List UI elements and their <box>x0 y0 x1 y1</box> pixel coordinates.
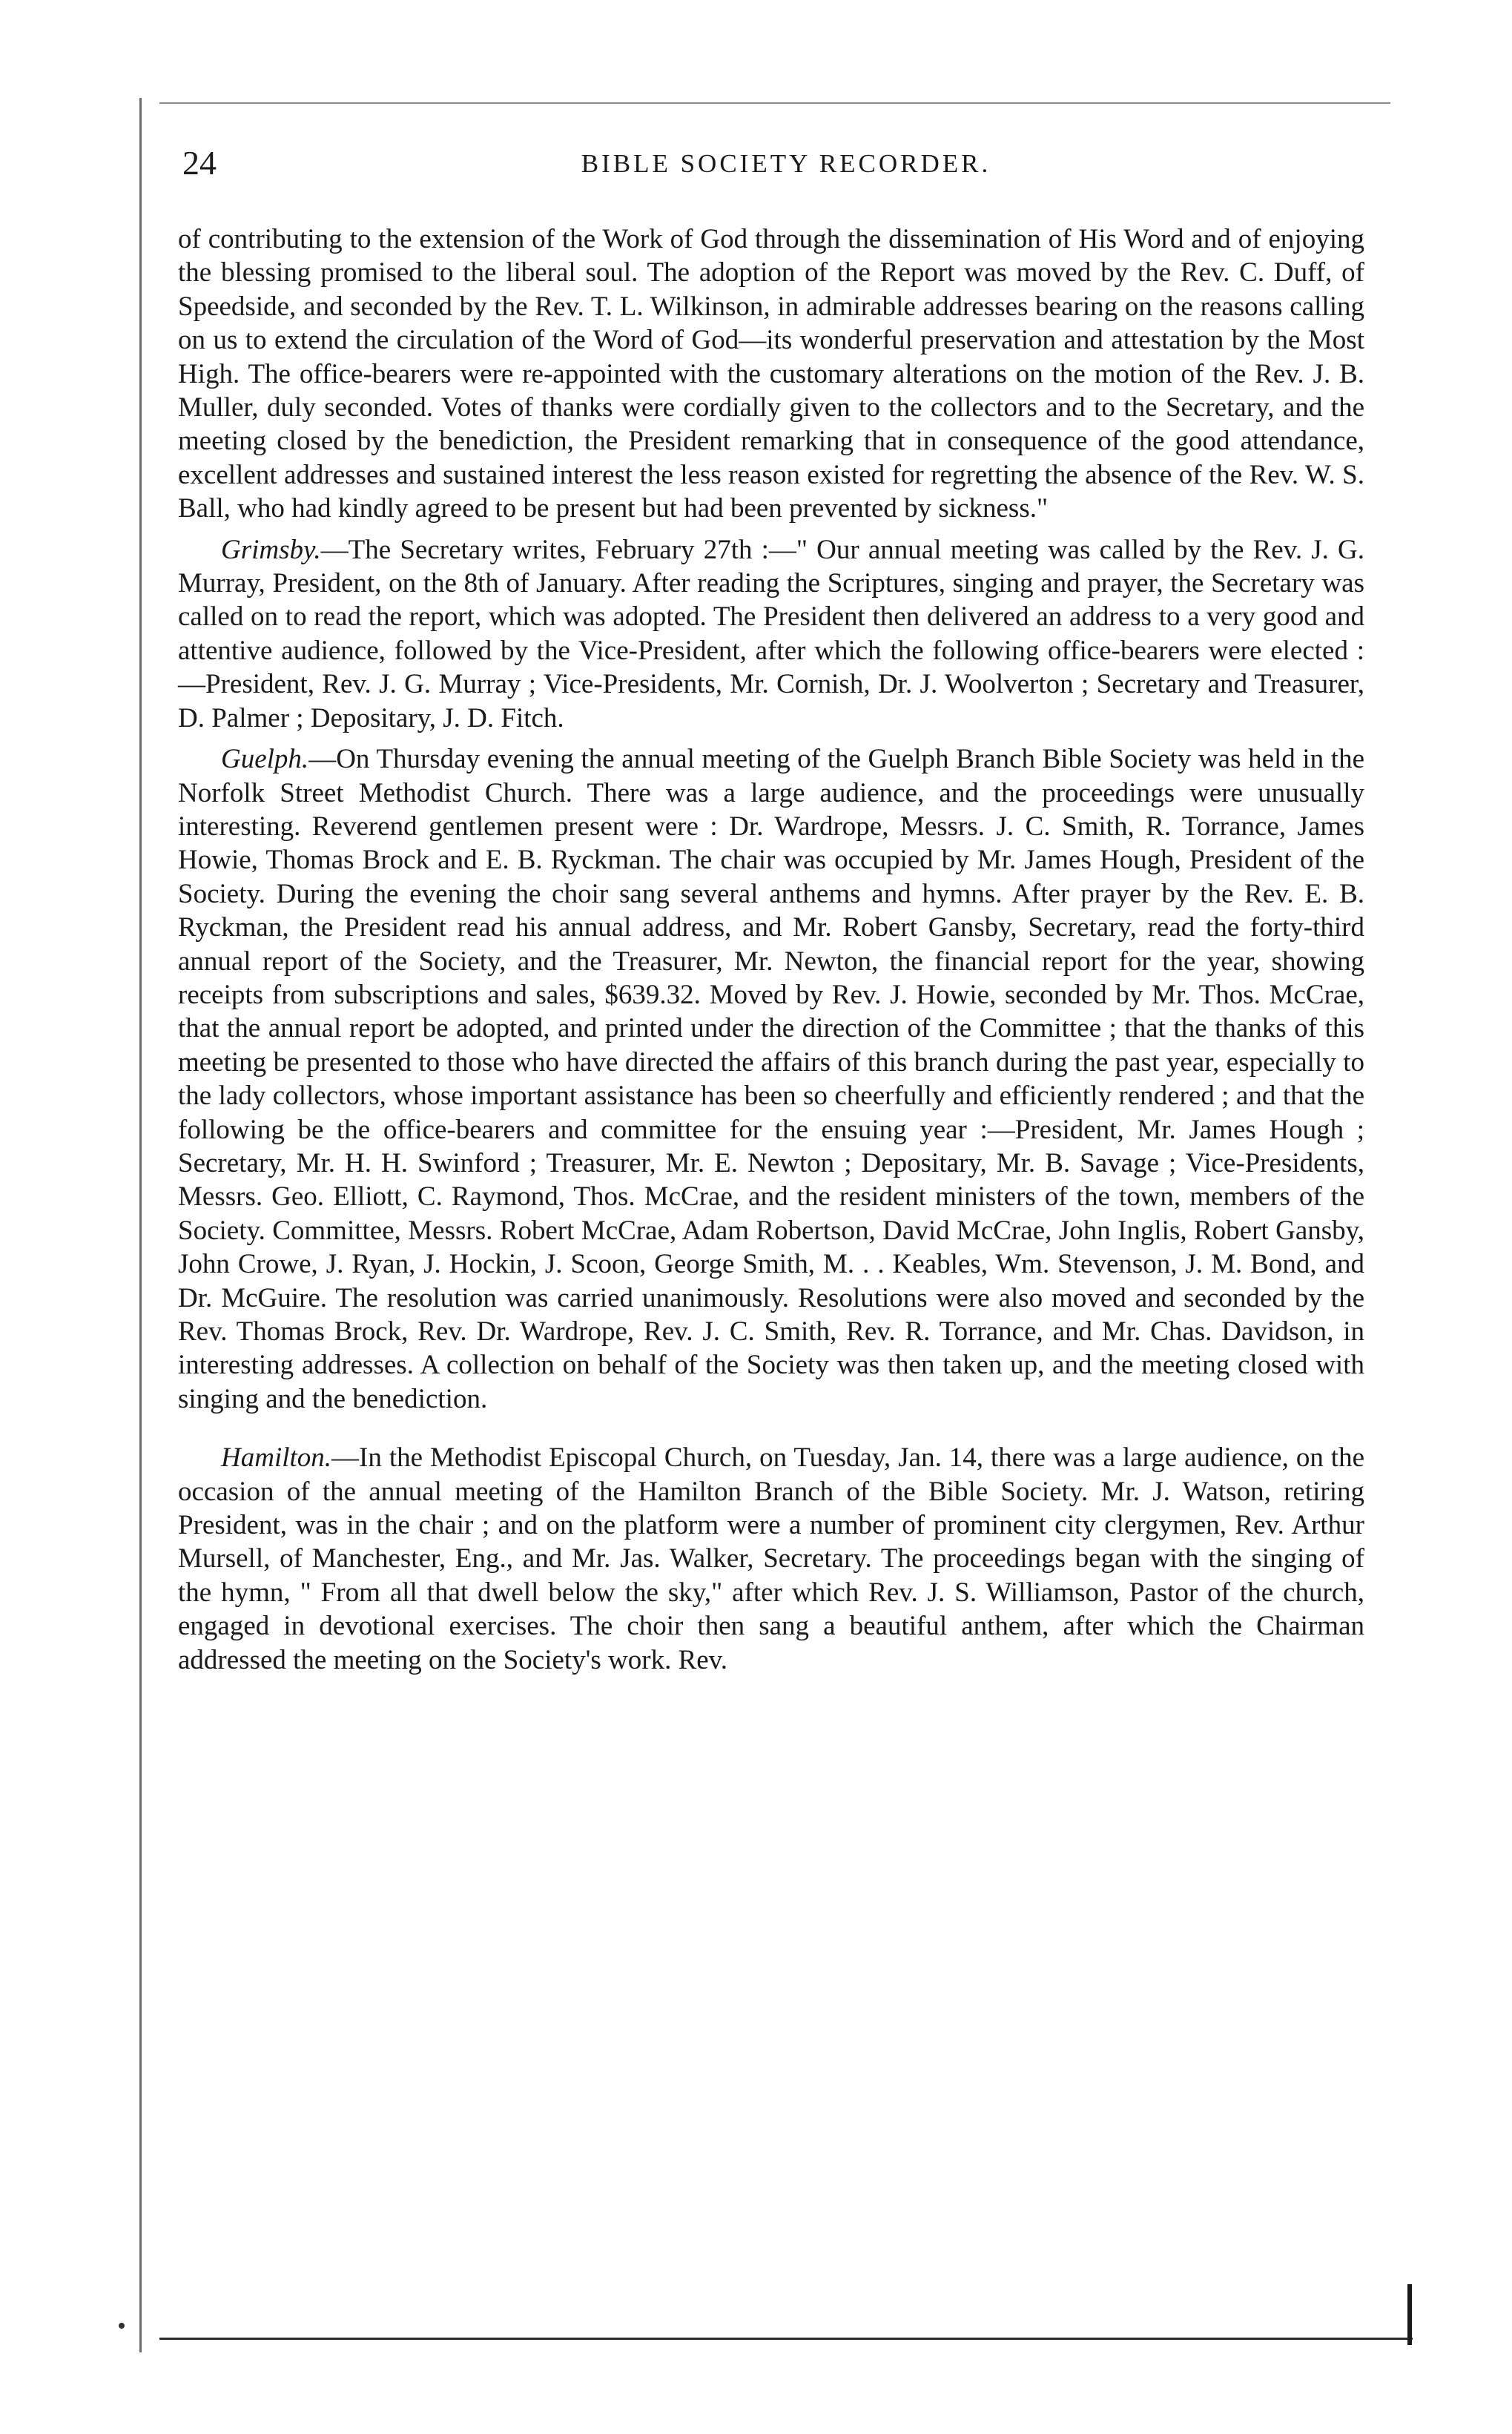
paragraph-grimsby <box>178 533 1364 735</box>
page-number: 24 <box>182 144 217 182</box>
scan-dot-mark <box>119 2323 125 2329</box>
page-header <box>178 141 1394 193</box>
paragraph-guelph <box>178 742 1364 1416</box>
paragraph-text: —On Thursday evening the annual meeting of the Guelph Branch Bible Society was held in the Norfolk Street Methodist Church. There was a large audience, and the proceedings were unusually interesting. Reverend gentlemen present were : Dr. Wardrope, Messrs. J. C. Smith, R. Torrance, James Howie, Thomas Brock and E. B. Ryckman. The chair was occupied by Mr. James Hough, President of the Society. During the evening the choir sang several anthems and hymns. After prayer by the Rev. E. B. Ryckman, the President read his annual address, and Mr. Robert Gansby, Secretary, read the forty-third annual report of the Society, and the Treasurer, Mr. Newton, the financial report for the year, showing receipts from subscriptions and sales, $639.32. Moved by Rev. J. Howie, seconded by Mr. Thos. McCrae, that the annual report be adopted, and printed under the direction of the Committee ; that the thanks of this meeting be presented to those who have directed the affairs of this branch during the past year, especially to the lady collectors, whose important assistance has been so cheerfully and efficiently rendered ; and that the following be the office-bearers and committee for the ensuing year :—President, Mr. James Hough ; Secretary, Mr. H. H. Swinford ; Treasurer, Mr. E. Newton ; Depositary, Mr. B. Savage ; Vice-Presidents, Messrs. Geo. Elliott, C. Raymond, Thos. McCrae, and the resident ministers of the town, members of the Society. Committee, Messrs. Robert McCrae, Adam Robertson, David McCrae, John Inglis, Robert Gansby, John Crowe, J. Ryan, J. Hockin, J. Scoon, George Smith, M. . . Keables, Wm. Stevenson, J. M. Bond, and Dr. McGuire. The resolution was carried unanimously. Resolutions were also moved and seconded by the Rev. Thomas Brock, Rev. Dr. Wardrope, Rev. J. C. Smith, Rev. R. Torrance, and Mr. Chas. Davidson, in interesting addresses. A collection on behalf of the Society was then taken up, and the meeting closed with singing and the benediction. <box>178 744 1364 1414</box>
bottom-right-tick <box>1407 2284 1412 2345</box>
paragraph-continued <box>178 222 1364 526</box>
paragraph-text: —In the Methodist Episcopal Church, on Tuesday, Jan. 14, there was a large audience, on the occasion of the annual meeting of the Hamilton Branch of the Bible Society. Mr. J. Watson, retiring President, was in the chair ; and on the platform were a number of prominent city clergymen, Rev. Arthur Mursell, of Manchester, Eng., and Mr. Jas. Walker, Secretary. The proceedings began with the singing of the hymn, " From all that dwell below the sky," after which Rev. J. S. Williamson, Pastor of the church, engaged in devotional exercises. The choir then sang a beautiful anthem, after which the Chairman addressed the meeting on the Society's work. Rev. <box>178 1442 1364 1675</box>
paragraph-hamilton <box>178 1441 1364 1677</box>
place-name: Hamilton. <box>221 1442 332 1474</box>
place-name: Grimsby. <box>221 534 321 565</box>
place-name: Guelph. <box>221 744 309 775</box>
paragraph-text: of contributing to the extension of the Work of God through the dissemination of His Word and of enjoying the blessing promised to the liberal soul. The adoption of the Report was moved by the Rev. C. Duff, of Speedside, and seconded by the Rev. T. L. Wilkinson, in admirable addresses bearing on the reasons calling on us to extend the circulation of the Word of God—its wonderful preservation and attestation by the Most High. The office-bearers were re-appointed with the customary alterations on the motion of the Rev. J. B. Muller, duly seconded. Votes of thanks were cordially given to the collectors and to the Secretary, and the meeting closed by the benediction, the President remarking that in consequence of the good attendance, excellent addresses and sustained interest the less reason existed for regretting the absence of the Rev. W. S. Ball, who had kindly agreed to be present but had been prevented by sickness." <box>178 224 1364 524</box>
top-scan-rule <box>159 102 1390 104</box>
bottom-rule <box>159 2338 1413 2340</box>
paragraph-text: —The Secretary writes, February 27th :—" Our annual meeting was called by the Rev. J. G. Murray, President, on the 8th of January. After reading the Scriptures, singing and prayer, the Secretary was called on to read the report, which was adopted. The President then delivered an address to a very good and attentive audience, followed by the Vice-President, after which the following office-bearers were elected :—President, Rev. J. G. Murray ; Vice-Presidents, Mr. Cornish, Dr. J. Woolverton ; Secretary and Treasurer, D. Palmer ; Depositary, J. D. Fitch. <box>178 534 1364 733</box>
left-scan-rule <box>139 98 142 2352</box>
running-title: BIBLE SOCIETY RECORDER. <box>581 149 991 178</box>
article-body <box>178 222 1364 1677</box>
